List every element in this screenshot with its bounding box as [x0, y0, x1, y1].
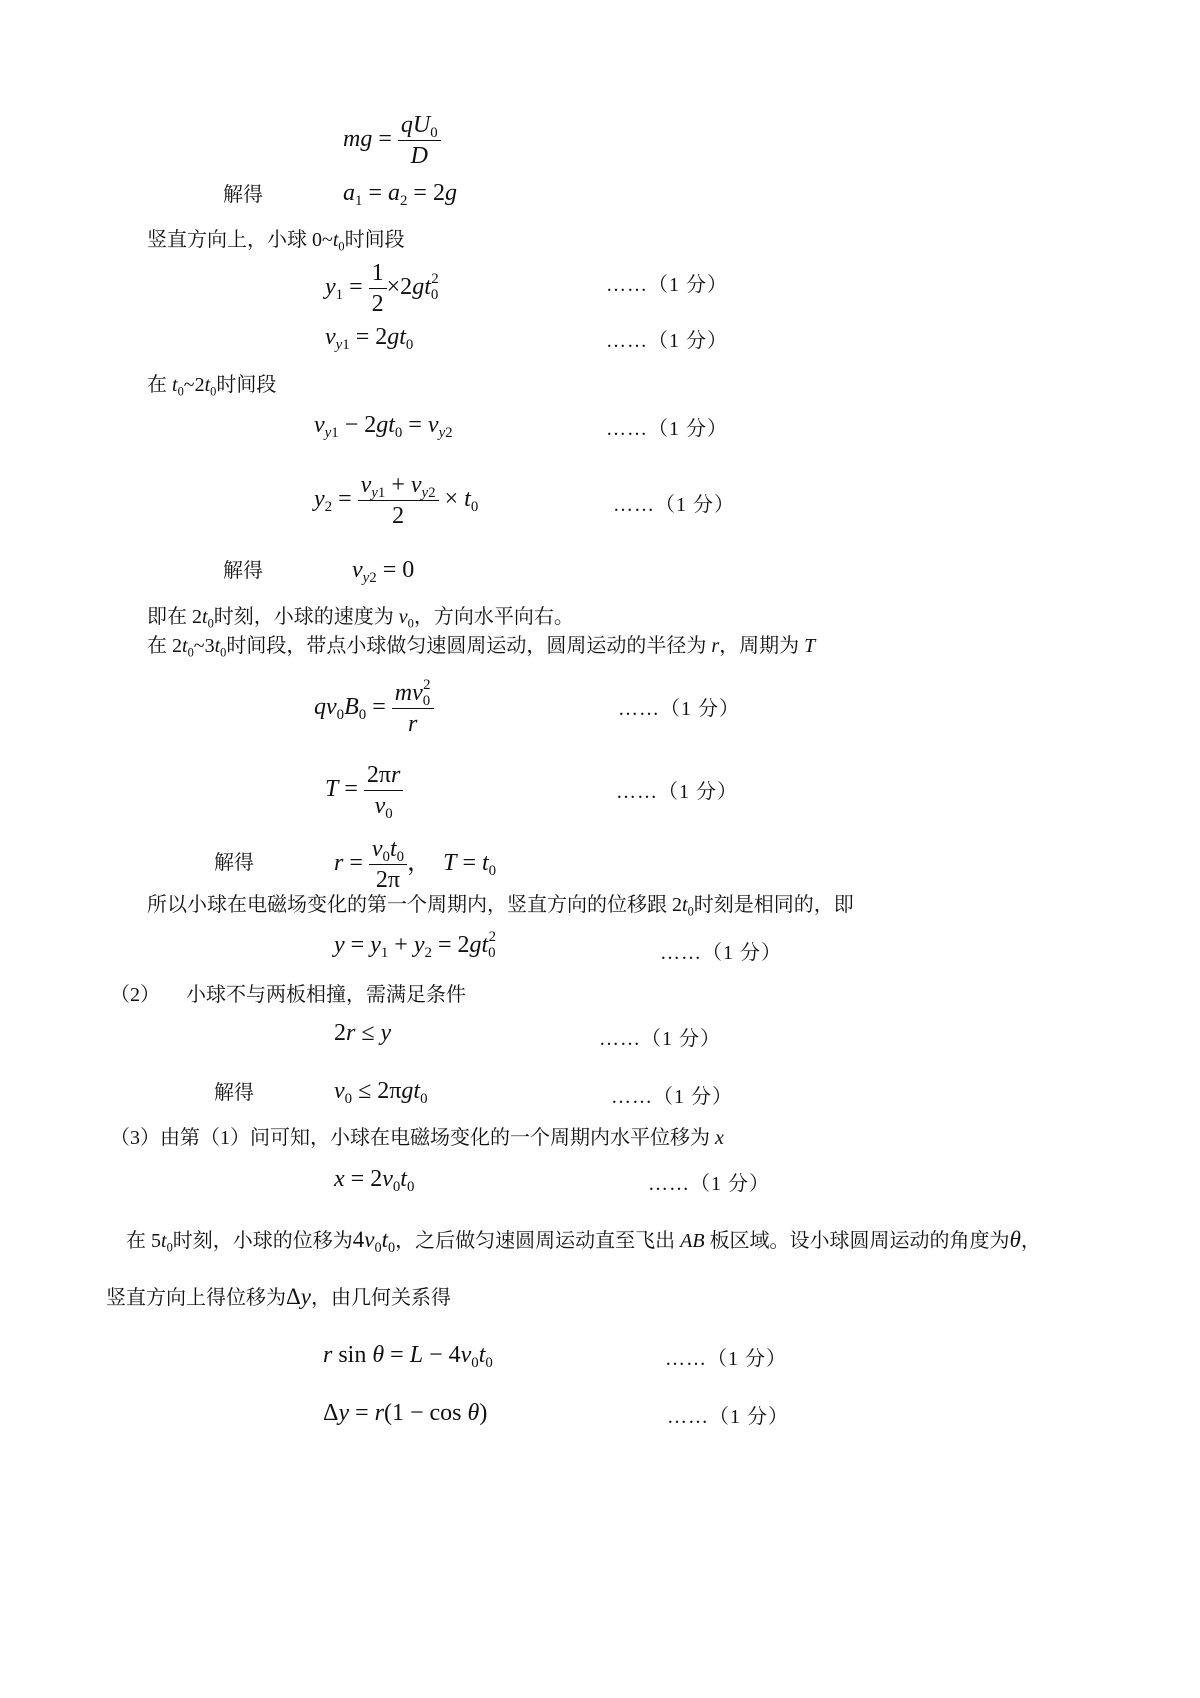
score-mark-7: ……（1 分） — [660, 942, 782, 964]
first-period-line: 所以小球在电磁场变化的第一个周期内，竖直方向的位移跟 $2t_0$时刻是相同的，即 — [147, 894, 854, 919]
equation-y-total: $y = y_1 + y_2 = 2gt_0^2$ — [334, 928, 497, 962]
equation-vy2-zero: $v_{y2} = 0$ — [352, 557, 415, 587]
score-mark-2: ……（1 分） — [606, 330, 728, 352]
velocity-at-2t0-line: 即在 $2t_0$时刻，小球的速度为 $v_0$，方向水平向右。 — [147, 606, 574, 631]
jiede-label: 解得 — [214, 852, 254, 874]
equation-x: $x = 2v_0t_0$ — [334, 1166, 415, 1196]
score-mark-4: ……（1 分） — [613, 494, 735, 516]
equation-mg: mg = $\frac{qU_0}{D}$ — [343, 110, 441, 171]
equation-y2: $y_2$ = $\frac{v_{y1} + v_{y2}}{2}$ × $t_0$ — [314, 472, 479, 529]
equation-y1: $y_1$ = $\frac{1}{2}$ $\times 2gt_0^2$ — [325, 260, 439, 317]
part2-text: 小球不与两板相撞，需满足条件 — [186, 984, 466, 1006]
equation-delta-y: Δy = r(1 − cos θ) — [323, 1400, 488, 1426]
score-mark-5: ……（1 分） — [618, 698, 740, 720]
equation-vy1-vy2: $v_{y1} - 2gt_0 = v_{y2}$ — [314, 412, 453, 442]
delta-y-line: 竖直方向上得位移为Δy，由几何关系得 — [106, 1284, 452, 1309]
score-mark-6: ……（1 分） — [616, 781, 738, 803]
equation-vy1: $v_{y1} = 2gt_0$ — [325, 324, 414, 354]
equation-v0-limit: $v_0 \le 2\pi gt_0$ — [334, 1078, 428, 1108]
vertical-intro-line: 竖直方向上，小球 $0\sim t_0$时间段 — [147, 229, 405, 254]
score-mark-12: ……（1 分） — [667, 1406, 789, 1428]
jiede-label: 解得 — [223, 184, 263, 206]
score-mark-11: ……（1 分） — [665, 1348, 787, 1370]
score-mark-9: ……（1 分） — [611, 1086, 733, 1108]
part2-number: （2） — [110, 984, 160, 1006]
equation-r-sin-theta: r $\sin \theta = L - 4v_0t_0$ — [323, 1342, 493, 1372]
jiede-label: 解得 — [223, 560, 263, 582]
equation-lorentz: $qv_0B_0$ = $\frac{mv_0^2}{r}$ — [314, 678, 434, 739]
at-5t0-line: 在 $5t_0$时刻，小球的位移为$4v_0t_0$，之后做匀速圆周运动直至飞出 AB 板区域。设小球圆周运动的角度为θ， — [126, 1227, 1041, 1256]
circular-motion-line: 在 $2t_0\sim 3t_0$时间段，带点小球做匀速圆周运动，圆周运动的半径为 r，周期为 T — [147, 635, 816, 660]
jiede-label: 解得 — [214, 1082, 254, 1104]
score-mark-1: ……（1 分） — [606, 274, 728, 296]
equation-a1-a2: $a_1 = a_2 = 2g$ — [343, 180, 457, 210]
score-mark-10: ……（1 分） — [648, 1173, 770, 1195]
part3-line: （3）由第（1）问可知，小球在电磁场变化的一个周期内水平位移为 x — [110, 1127, 724, 1149]
equation-r-T: r = $\frac{v_0t_0}{2\pi}$ ， $T = t_0$ — [334, 836, 497, 893]
equation-period: T = $\frac{2\pi r}{v_0}$ — [325, 760, 403, 821]
interval-t0-2t0-line: 在 $t_0\sim 2t_0$时间段 — [147, 374, 277, 399]
equation-2r-le-y: 2r ≤ y — [334, 1020, 392, 1046]
score-mark-8: ……（1 分） — [599, 1028, 721, 1050]
score-mark-3: ……（1 分） — [606, 418, 728, 440]
